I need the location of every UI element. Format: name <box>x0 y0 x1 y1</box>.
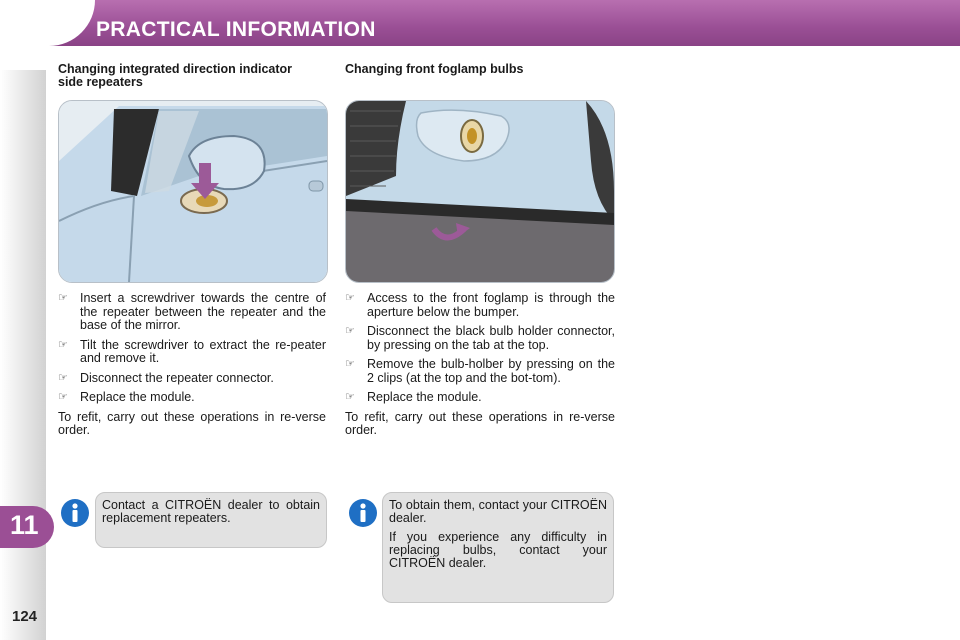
step-text: Disconnect the black bulb holder connector, by pressing on the tab at the top. <box>367 324 615 352</box>
step-text: Tilt the screwdriver to extract the re-peater and remove it. <box>80 337 326 365</box>
page-title: PRACTICAL INFORMATION <box>96 18 376 41</box>
left-info-box <box>95 492 327 548</box>
pointing-hand-icon: ☞ <box>58 371 68 384</box>
info-text: Contact a CITROËN dealer to obtain replacement repeaters. <box>102 498 320 525</box>
pointing-hand-icon: ☞ <box>58 391 68 403</box>
side-margin-bar <box>0 70 46 640</box>
list-item <box>58 372 326 386</box>
left-steps-list <box>58 292 326 405</box>
pointing-hand-icon: ☞ <box>58 292 68 304</box>
page-header <box>0 0 960 46</box>
list-item <box>345 292 615 319</box>
step-text: Access to the front foglamp is through the aperture below the bumper. <box>367 291 615 319</box>
chapter-number: 11 <box>10 510 39 540</box>
info-icon <box>60 498 90 528</box>
right-section-title: Changing front foglamp bulbs <box>345 62 524 76</box>
step-text: Disconnect the repeater connector. <box>80 370 274 385</box>
left-section-header <box>58 63 308 89</box>
refit-note: To refit, carry out these operations in re-verse order. <box>345 409 615 437</box>
step-text: Insert a screwdriver towards the centre of the repeater between the repeater and the base of the mirror. <box>80 291 326 332</box>
mirror-repeater-drawing <box>59 101 327 282</box>
pointing-hand-icon: ☞ <box>345 292 355 304</box>
mirror-repeater-illustration <box>58 100 328 283</box>
right-section-header <box>345 63 615 76</box>
left-section-title: Changing integrated direction indicator side repeaters <box>58 62 293 89</box>
list-item <box>345 358 615 385</box>
right-steps-list <box>345 292 615 405</box>
foglamp-drawing <box>346 101 614 282</box>
list-item <box>58 292 326 333</box>
pointing-hand-icon: ☞ <box>345 325 355 337</box>
info-icon <box>348 498 378 528</box>
left-steps-block <box>58 292 326 438</box>
refit-note: To refit, carry out these operations in re-verse order. <box>58 409 326 437</box>
pointing-hand-icon: ☞ <box>58 338 68 351</box>
right-steps-block <box>345 292 615 438</box>
pointing-hand-icon: ☞ <box>345 391 355 403</box>
info-text: To obtain them, contact your CITROËN dealer. <box>389 498 607 525</box>
step-text: Replace the module. <box>367 390 482 404</box>
list-item <box>345 391 615 405</box>
right-info-box <box>382 492 614 603</box>
list-item <box>58 339 326 366</box>
list-item <box>58 391 326 405</box>
page-number: 124 <box>12 608 38 625</box>
pointing-hand-icon: ☞ <box>345 358 355 370</box>
step-text: Replace the module. <box>80 390 195 404</box>
foglamp-illustration <box>345 100 615 283</box>
list-item <box>345 325 615 352</box>
step-text: Remove the bulb-holber by pressing on the 2 clips (at the top and the bot-tom). <box>367 357 615 385</box>
header-notch <box>0 0 95 46</box>
info-text: If you experience any difficulty in replacing bulbs, contact your CITROËN dealer. <box>389 530 607 570</box>
